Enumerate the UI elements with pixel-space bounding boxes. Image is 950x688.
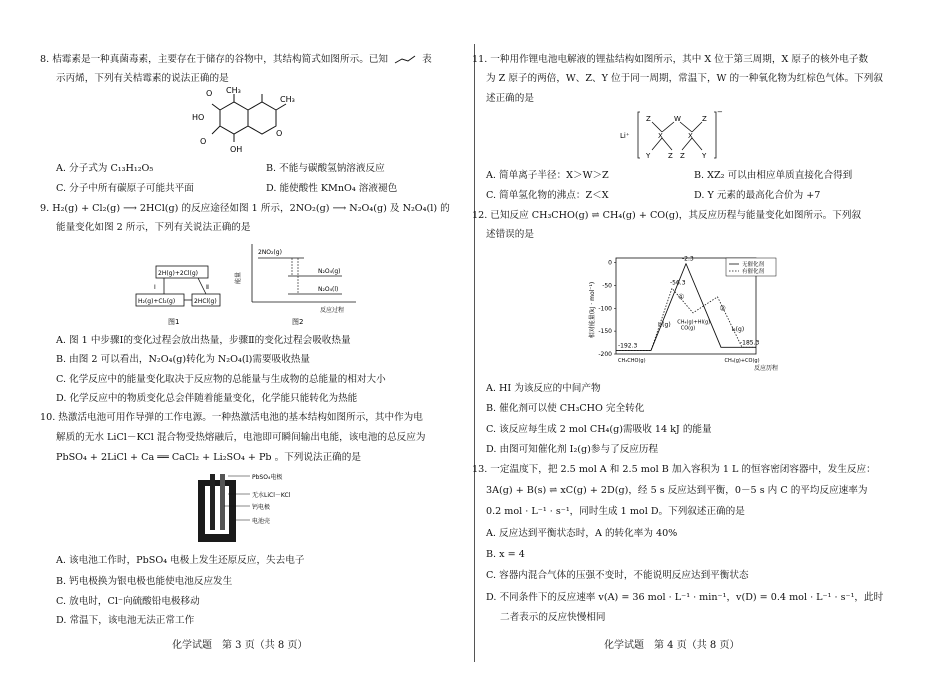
y-tick-label: -50 <box>602 282 612 290</box>
q9-stem-2: 能量变化如图 2 所示，下列有关说法正确的是 <box>56 222 251 233</box>
struct-z4: Z <box>680 152 685 160</box>
annotation-end-energy: -185.3 <box>740 339 760 347</box>
q13-stem-1: 13. 一定温度下，把 2.5 mol A 和 2.5 mol B 加入容积为 1 L 的恒容密闭容器中，发生反应： <box>472 464 876 475</box>
series-line-1 <box>616 264 756 351</box>
battery-shell-label: 电池壳 <box>252 518 271 525</box>
footer-right: 化学试题 第 4 页（共 8 页） <box>604 640 740 651</box>
legend-label-1: 无催化剂 <box>742 262 765 268</box>
y-tick-label: -150 <box>598 328 612 336</box>
q12-stem-2: 述错误的是 <box>486 229 534 240</box>
q12-option-d: D. 由图可知催化剂 I₂(g)参与了反应历程 <box>486 444 659 455</box>
mol-ho: HO <box>192 113 205 122</box>
q13-option-d: D. 不同条件下的反应速率 v(A) = 36 mol · L⁻¹ · min⁻¹，v(D) = 0.4 mol · L⁻¹ · s⁻¹，此时 <box>486 592 884 603</box>
fig1-top-box: 2H(g)+2Cl(g) <box>158 270 199 277</box>
struct-w: W <box>674 115 681 123</box>
column-divider <box>474 44 475 662</box>
fig2-y-axis-label: 能量 <box>235 271 242 284</box>
fig2-n2o4-l: N₂O₄(l) <box>318 286 339 293</box>
q13-stem-2: 3A(g) + B(s) ⇌ xC(g) + 2D(g)，经 5 s 反应达到平衡，0－5 s 内 C 的平均反应速率为 <box>486 485 868 496</box>
annotation-peak-catalyzed: -56.3 <box>670 279 686 287</box>
fig2-x-axis-label: 反应过程 <box>320 307 345 314</box>
chart-series <box>616 264 756 351</box>
mol-ch3-a: CH₃ <box>226 86 241 95</box>
q8-option-c: C. 分子中所有碳原子可能共平面 <box>56 183 194 194</box>
fig1-caption: 图1 <box>168 318 180 326</box>
footer-left: 化学试题 第 3 页（共 8 页） <box>172 640 308 651</box>
annotation-step-2: ② <box>719 304 726 313</box>
q9-option-c: C. 化学反应中的能量变化取决于反应物的总能量与生成物的总能量的相对大小 <box>56 374 386 385</box>
q11-structure-figure <box>618 108 722 164</box>
q9-option-a: A. 图 1 中步骤Ⅰ的变化过程会放出热量，步骤Ⅱ的变化过程会吸收热量 <box>56 335 351 346</box>
q12-stem-1: 12. 已知反应 CH₃CHO(g) ⇌ CH₄(g) + CO(g)，其反应历程与能量变化如图所示。下列叙 <box>472 210 862 221</box>
struct-li-ion: Li⁺ <box>620 132 630 140</box>
fig1-step-1: Ⅰ <box>154 284 156 291</box>
q9-option-d: D. 化学反应中的物质变化总会伴随着能量变化，化学能只能转化为热能 <box>56 393 358 404</box>
chart-ticks <box>598 260 616 358</box>
struct-charge: − <box>717 108 723 116</box>
q8-option-a: A. 分子式为 C₁₃H₁₂O₅ <box>56 163 154 174</box>
q13-option-b: B. x = 4 <box>486 549 525 560</box>
struct-x2: X <box>688 132 693 140</box>
annotation-i2-right: I₂(g) <box>731 326 745 334</box>
annotation-step-1: ① <box>678 292 685 301</box>
q10-stem-2: 解质的无水 LiCl－KCl 混合物受热熔融后，电池即可瞬间输出电能，该电池的总反应为 <box>56 432 426 443</box>
chart-y-axis-label: 相对能量(kJ · mol⁻¹) <box>589 281 596 339</box>
q12-option-b: B. 催化剂可以使 CH₃CHO 完全转化 <box>486 403 645 414</box>
battery-pbso4-label: PbSO₄电极 <box>252 474 283 481</box>
q9-figure-1 <box>128 258 228 328</box>
mol-o-bottom: O <box>200 137 207 146</box>
q11-stem-1: 11. 一种用作锂电池电解液的锂盐结构如图所示，其中 X 位于第三周期，X 原子的核外电子数 <box>472 54 869 65</box>
struct-z2: Z <box>702 115 707 123</box>
q11-option-c: C. 简单氢化物的沸点：Z＜X <box>486 190 609 201</box>
struct-y1: Y <box>646 152 651 160</box>
q10-option-a: A. 该电池工作时，PbSO₄ 电极上发生还原反应，失去电子 <box>56 555 305 566</box>
q10-option-d: D. 常温下，该电池无法正常工作 <box>56 615 195 626</box>
q13-stem-3: 0.2 mol · L⁻¹ · s⁻¹，同时生成 1 mol D。下列叙述正确的是 <box>486 506 745 517</box>
annotation-intermediate-line2: CO(g) <box>680 325 696 332</box>
q12-option-a: A. HI 为该反应的中间产物 <box>486 383 601 394</box>
fig1-step-2: Ⅱ <box>206 284 209 291</box>
q13-option-d-cont: 二者表示的反应快慢相同 <box>500 612 606 623</box>
q8-stem-2: 示丙烯，下列有关桔霉素的说法正确的是 <box>56 73 229 84</box>
propene-zigzag-icon <box>394 55 416 65</box>
y-tick-label: -200 <box>598 351 612 358</box>
q11-stem-3: 述正确的是 <box>486 93 534 104</box>
q13-option-a: A. 反应达到平衡状态时，A 的转化率为 40% <box>486 528 678 539</box>
fig2-caption: 图2 <box>292 318 304 326</box>
q11-stem-2: 为 Z 原子的两倍，W、Z、Y 位于同一周期，常温下，W 的一种氧化物为红棕色气体。下列叙 <box>486 73 883 84</box>
q8-molecule-figure <box>190 88 310 158</box>
annotation-reactant: CH₃CHO(g) <box>618 358 646 364</box>
legend-label-2: 有催化剂 <box>742 269 765 275</box>
y-tick-label: 0 <box>608 259 612 267</box>
q8-stem-1b-text: 表 <box>422 54 432 65</box>
fig2-n2o4-g: N₂O₄(g) <box>318 268 341 275</box>
annotation-start-energy: -192.3 <box>618 342 638 350</box>
q8-option-b: B. 不能与碳酸氢钠溶液反应 <box>266 163 385 174</box>
q10-option-b: B. 钙电极换为银电极也能使电池反应发生 <box>56 576 233 587</box>
struct-y2: Y <box>702 152 707 160</box>
q8-stem-1-text: 8. 桔霉素是一种真菌毒素，主要存在于储存的谷物中，其结构简式如图所示。已知 <box>40 54 388 65</box>
struct-z3: Z <box>668 152 673 160</box>
q11-option-b: B. XZ₂ 可以由相应单质直接化合得到 <box>694 170 853 181</box>
q13-option-c: C. 容器内混合气体的压强不变时，不能说明反应达到平衡状态 <box>486 570 749 581</box>
q10-battery-figure <box>196 470 316 546</box>
mol-oh: OH <box>230 145 243 154</box>
annotation-peak-uncatalyzed: -2.3 <box>682 255 694 263</box>
q8-option-d: D. 能使酸性 KMnO₄ 溶液褪色 <box>266 183 398 194</box>
fig2-no2: 2NO₂(g) <box>258 249 282 256</box>
q10-stem-1: 10. 热激活电池可用作导弹的工作电源。一种热激活电池的基本结构如图所示，其中作为电 <box>40 412 423 423</box>
battery-electrolyte-label: 无水LiCl－KCl <box>252 492 291 499</box>
annotation-product: CH₄(g)+CO(g) <box>724 358 760 364</box>
q12-option-c: C. 该反应每生成 2 mol CH₄(g)需吸收 14 kJ 的能量 <box>486 424 712 435</box>
q8-stem-1 <box>40 54 432 66</box>
q10-stem-3: PbSO₄ + 2LiCl + Ca ══ CaCl₂ + Li₂SO₄ + Pb 。下列说法正确的是 <box>56 452 361 463</box>
fig1-product: 2HCl(g) <box>194 298 217 305</box>
q12-energy-chart <box>586 248 786 372</box>
annotation-i2-left: I₂(g) <box>658 321 671 329</box>
y-tick-label: -100 <box>598 305 612 313</box>
struct-z1: Z <box>646 115 651 123</box>
q9-option-b: B. 由图 2 可以看出，N₂O₄(g)转化为 N₂O₄(l)需要吸收热量 <box>56 354 310 365</box>
mol-o-ring: O <box>276 129 283 138</box>
q11-option-d: D. Y 元素的最高化合价为 +7 <box>694 190 821 201</box>
battery-calcium-label: 钙电极 <box>252 504 271 511</box>
mol-o-top: O <box>206 89 213 98</box>
q9-figure-2 <box>232 240 362 330</box>
q11-option-a: A. 简单离子半径：X＞W＞Z <box>486 170 609 181</box>
q9-stem-1: 9. H₂(g) + Cl₂(g) ⟶ 2HCl(g) 的反应途径如图 1 所示，2NO₂(g) ⟶ N₂O₄(g) 及 N₂O₄(l) 的 <box>40 203 450 214</box>
chart-legend <box>726 258 776 276</box>
mol-ch3-b: CH₃ <box>280 95 295 104</box>
chart-x-axis-label: 反应历程 <box>754 365 779 372</box>
fig1-reactants: H₂(g)+Cl₂(g) <box>138 298 176 305</box>
struct-x1: X <box>658 132 663 140</box>
q10-option-c: C. 放电时，Cl⁻向硫酸铅电极移动 <box>56 596 200 607</box>
annotation-intermediate: CH₄(g)+HI(g) <box>677 319 711 326</box>
